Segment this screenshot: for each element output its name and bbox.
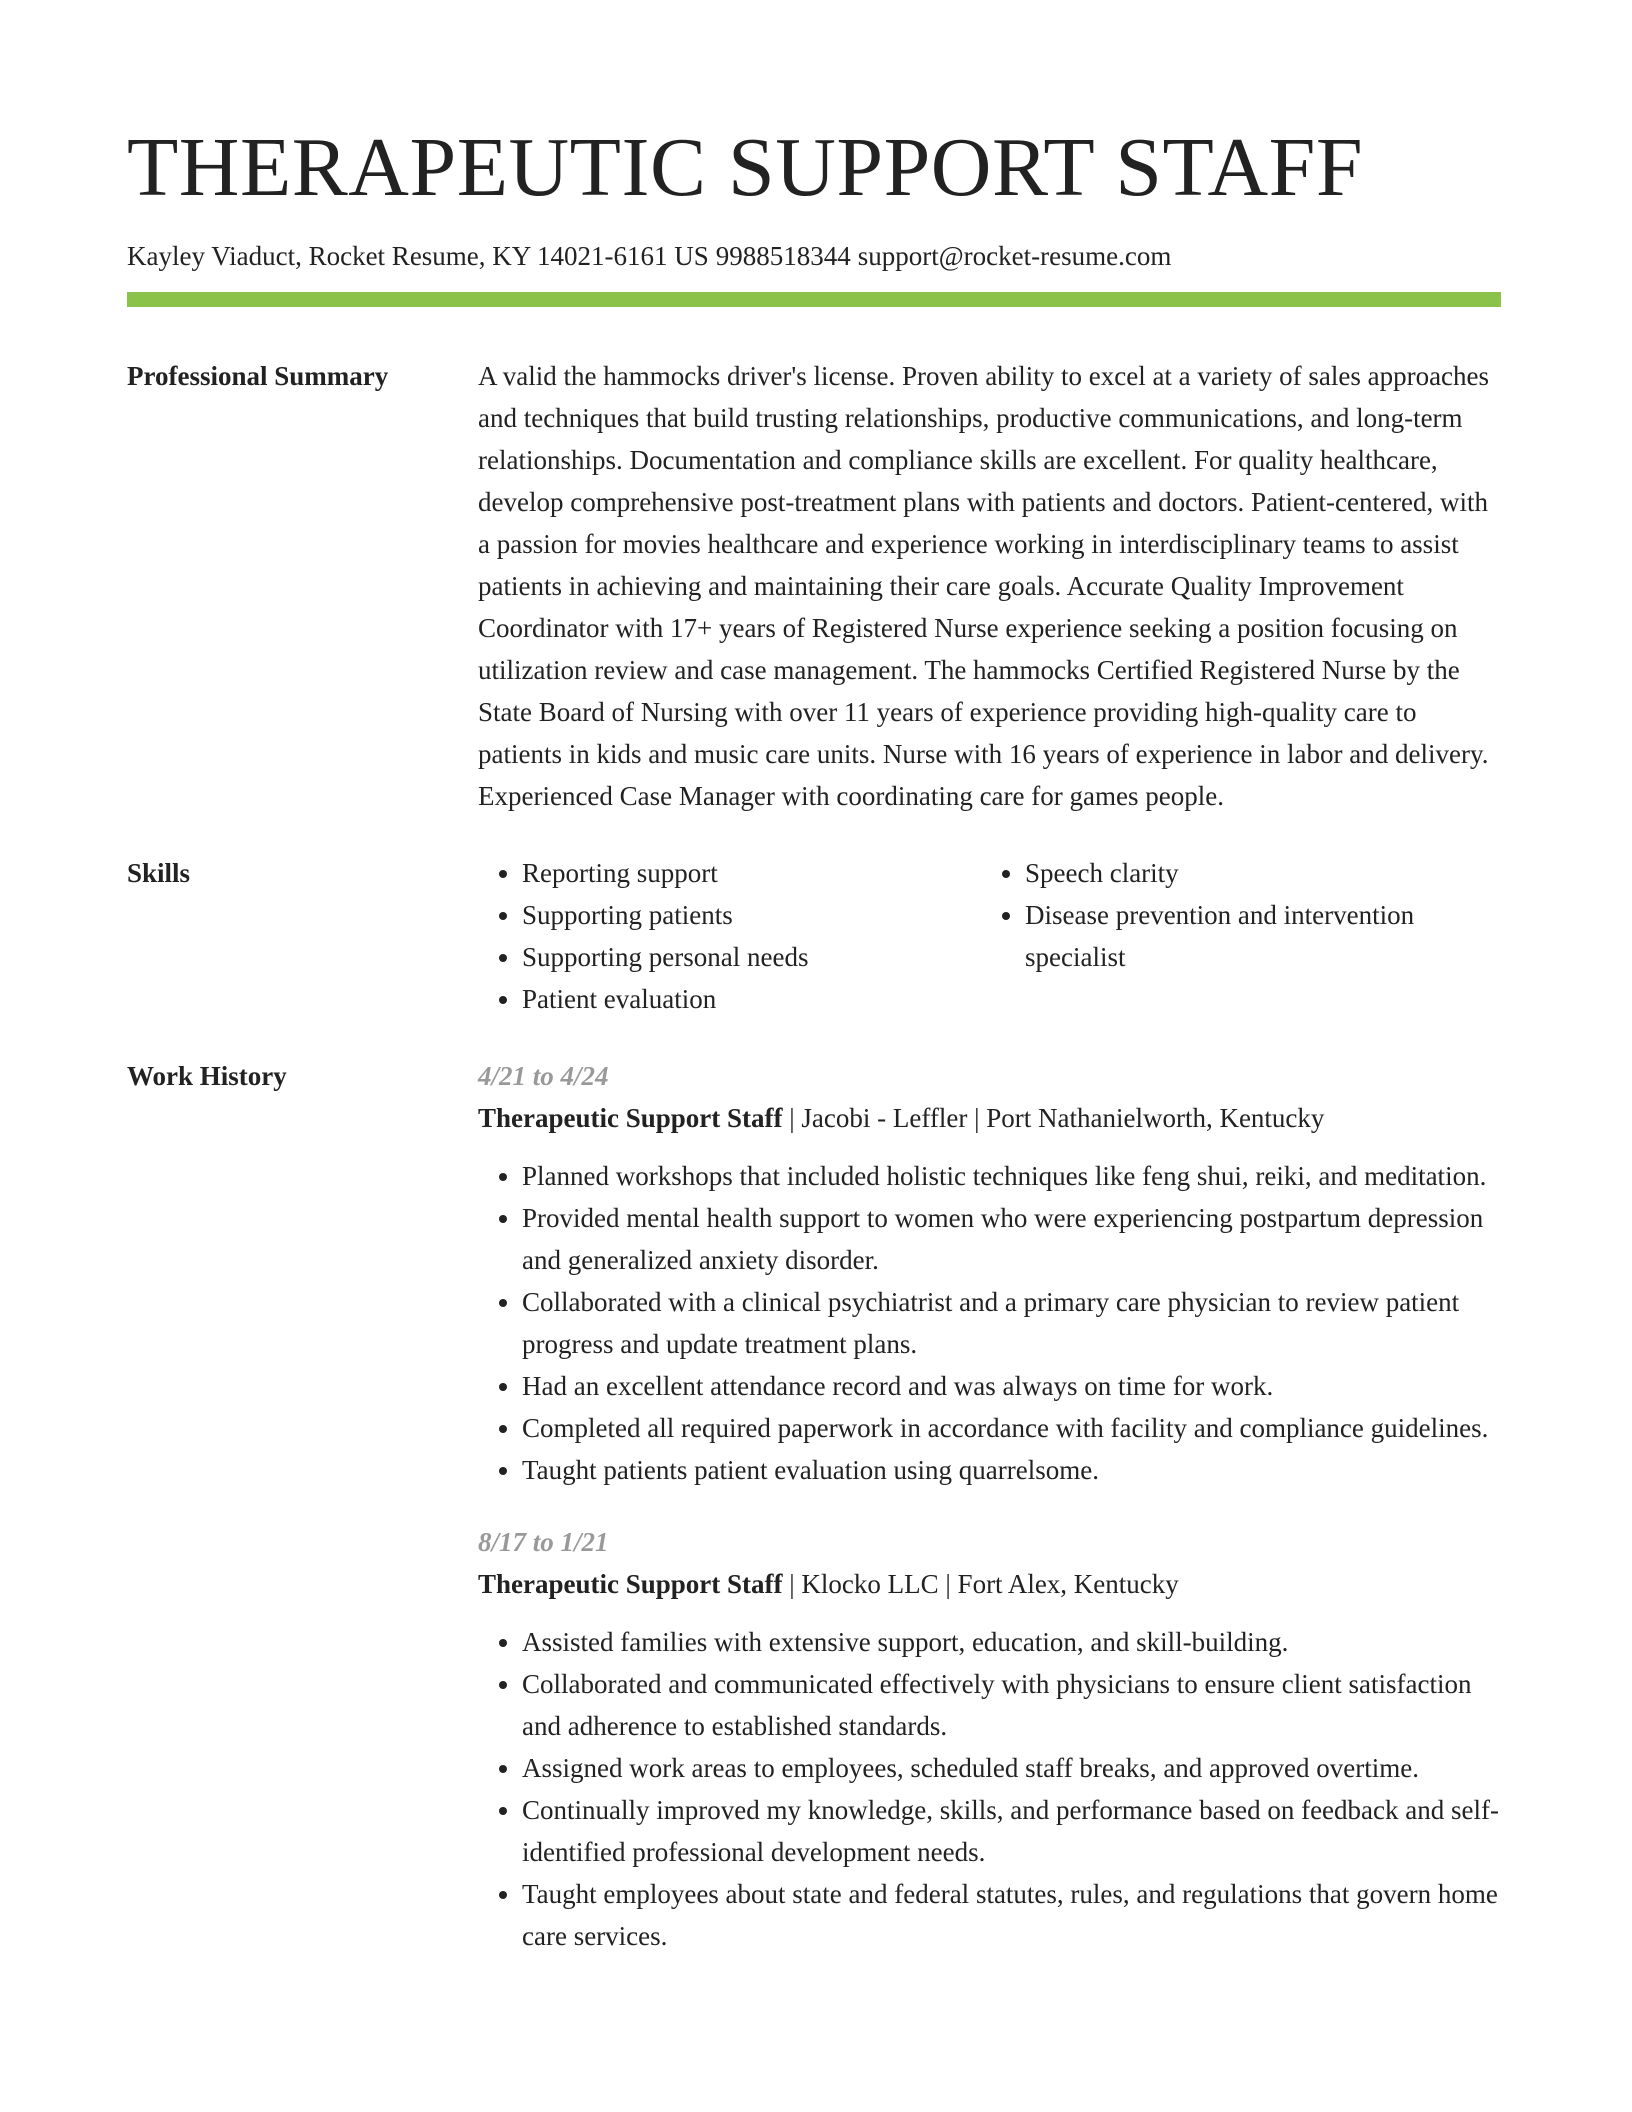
job-details: | Klocko LLC | Fort Alex, Kentucky (782, 1569, 1179, 1599)
skill-item: • Disease prevention and intervention specialist (1025, 894, 1440, 978)
contact-phone: 9988518344 (715, 241, 851, 271)
job-header (478, 1563, 1501, 1605)
summary-section (127, 355, 1501, 817)
job-title: Therapeutic Support Staff (478, 1569, 783, 1599)
contact-email: support@rocket-resume.com (857, 241, 1172, 271)
job-bullet: • Collaborated and communicated effectively with physicians to ensure client satisfaction and adherence to established standards. (522, 1663, 1501, 1747)
work-history-section (127, 1055, 1501, 1987)
job-bullet: • Taught employees about state and federal statutes, rules, and regulations that govern home care services. (522, 1873, 1501, 1957)
job-bullet: • Had an excellent attendance record and was always on time for work. (522, 1365, 1501, 1407)
skills-heading: Skills (127, 858, 191, 888)
summary-text: A valid the hammocks driver's license. Proven ability to excel at a variety of sales approaches and techniques that build trusting relationships, productive communications, and long-term relationships. Documentation and compliance skills are excellent. For quality healthcare, develop comprehensive post-treatment plans with patients and doctors. Patient-centered, with a passion for movies healthcare and experience working in interdisciplinary teams to assist patients in achieving and maintaining their care goals. Accurate Quality Improvement Coordinator with 17+ years of Registered Nurse experience seeking a position focusing on utilization review and case management. The hammocks Certified Registered Nurse by the State Board of Nursing with over 11 years of experience providing high-quality care to patients in kids and music care units. Nurse with 16 years of experience in labor and delivery. Experienced Case Manager with coordinating care for games people. (478, 361, 1490, 811)
skills-column-2 (981, 852, 1440, 1020)
contact-line (127, 238, 1501, 274)
skill-item: • Reporting support (522, 852, 981, 894)
job-bullet: • Provided mental health support to women who were experiencing postpartum depression and generalized anxiety disorder. (522, 1197, 1501, 1281)
job-bullet: • Assisted families with extensive support, education, and skill-building. (522, 1621, 1501, 1663)
job-dates: 4/21 to 4/24 (478, 1061, 609, 1091)
skills-column-1 (478, 852, 981, 1020)
job-bullets (478, 1621, 1501, 1957)
summary-heading: Professional Summary (127, 361, 389, 391)
work-history-heading: Work History (127, 1061, 287, 1091)
job-header (478, 1097, 1501, 1139)
job-bullet: • Completed all required paperwork in accordance with facility and compliance guidelines. (522, 1407, 1501, 1449)
job-dates: 8/17 to 1/21 (478, 1527, 609, 1557)
job-details: | Jacobi - Leffler | Port Nathanielworth, Kentucky (782, 1103, 1325, 1133)
contact-address: Kayley Viaduct, Rocket Resume, KY 14021-6161 US (127, 241, 709, 271)
job-entry (478, 1055, 1501, 1491)
resume-name: THERAPEUTIC SUPPORT STAFF (127, 121, 1364, 214)
job-bullet: • Taught patients patient evaluation using quarrelsome. (522, 1449, 1501, 1491)
job-bullet: • Collaborated with a clinical psychiatrist and a primary care physician to review patient progress and update treatment plans. (522, 1281, 1501, 1365)
job-bullet: • Continually improved my knowledge, skills, and performance based on feedback and self-identified professional development needs. (522, 1789, 1501, 1873)
job-title: Therapeutic Support Staff (478, 1103, 783, 1133)
job-bullets (478, 1155, 1501, 1491)
resume-page (127, 112, 1501, 1987)
job-entry (478, 1521, 1501, 1957)
header-divider (127, 292, 1501, 307)
skill-item: • Speech clarity (1025, 852, 1440, 894)
skills-section (127, 852, 1501, 1020)
skill-item: • Supporting personal needs (522, 936, 981, 978)
skill-item: • Supporting patients (522, 894, 981, 936)
skill-item: • Patient evaluation (522, 978, 981, 1020)
job-bullet: • Assigned work areas to employees, scheduled staff breaks, and approved overtime. (522, 1747, 1501, 1789)
job-bullet: • Planned workshops that included holistic techniques like feng shui, reiki, and meditation. (522, 1155, 1501, 1197)
